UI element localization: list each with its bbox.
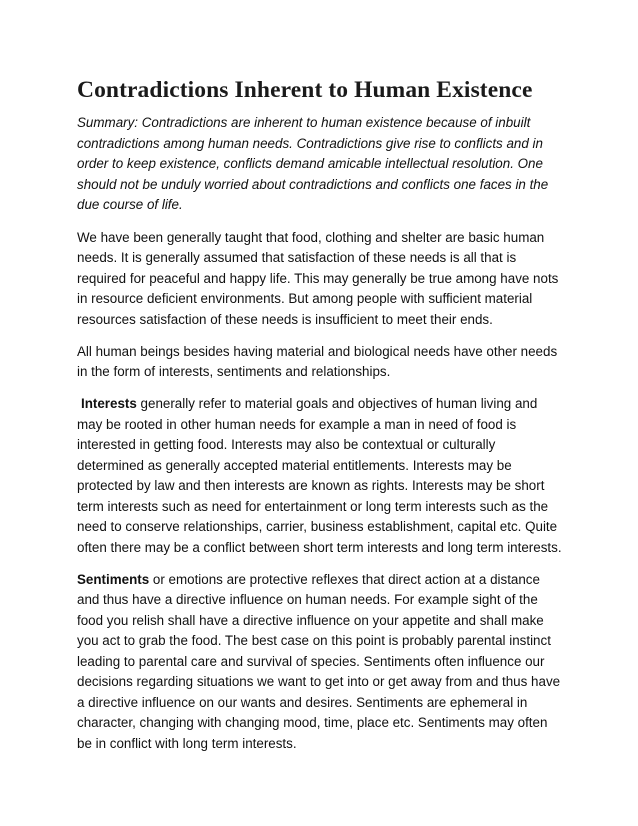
sentiments-text: or emotions are protective reflexes that direct action at a distance and thus have a directive influence on human needs. For example sight of the food you relish shall have a directive influence on your appetite and shall make you act to grab the food. The best case on this point is probably parental instinct leading to parental care and survival of species. Sentiments often influence our decisions regarding situations we want to get into or get away from and thus have a directive influence on our wants and desires. Sentiments are ephemeral in character, changing with changing mood, time, place etc. Sentiments may often be in conflict with long term interests. — [77, 571, 561, 751]
term-interests: Interests — [81, 396, 137, 411]
interests-text: generally refer to material goals and objectives of human living and may be rooted in other human needs for example a man in need of food is interested in getting food. Interests may also be contextual or culturally determined as generally accepted material entitlements. Interests may be protected by law and then interests are known as rights. Interests may be short term interests such as need for entertainment or long term interests such as the need to conserve relationships, carrier, business establishment, capital etc. Quite often there may be a conflict between short term interests and long term interests. — [77, 396, 562, 555]
summary-paragraph: Summary: Contradictions are inherent to human existence because of inbuilt contradictions among human needs. Contradictions give rise to conflicts and in order to keep existence, conflicts demand amicable intellectual resolution. One should not be unduly worried about contradictions and conflicts one faces in the due course of life. — [77, 115, 549, 212]
term-sentiments: Sentiments — [77, 571, 150, 587]
paragraph-interests — [77, 394, 563, 558]
document-page — [77, 76, 563, 766]
paragraph-basic-needs: We have been generally taught that food, clothing and shelter are basic human needs. It is generally assumed that satisfaction of these needs is all that is required for peaceful and happy life. This may generally be true among have nots in resource deficient environments. But among people with sufficient material resources satisfaction of these needs is insufficient to meet their ends. — [77, 229, 559, 327]
paragraph-other-needs: All human beings besides having material and biological needs have other needs in the form of interests, sentiments and relationships. — [77, 343, 558, 379]
paragraph-sentiments — [77, 570, 563, 755]
document-title: Contradictions Inherent to Human Existence — [77, 77, 533, 103]
